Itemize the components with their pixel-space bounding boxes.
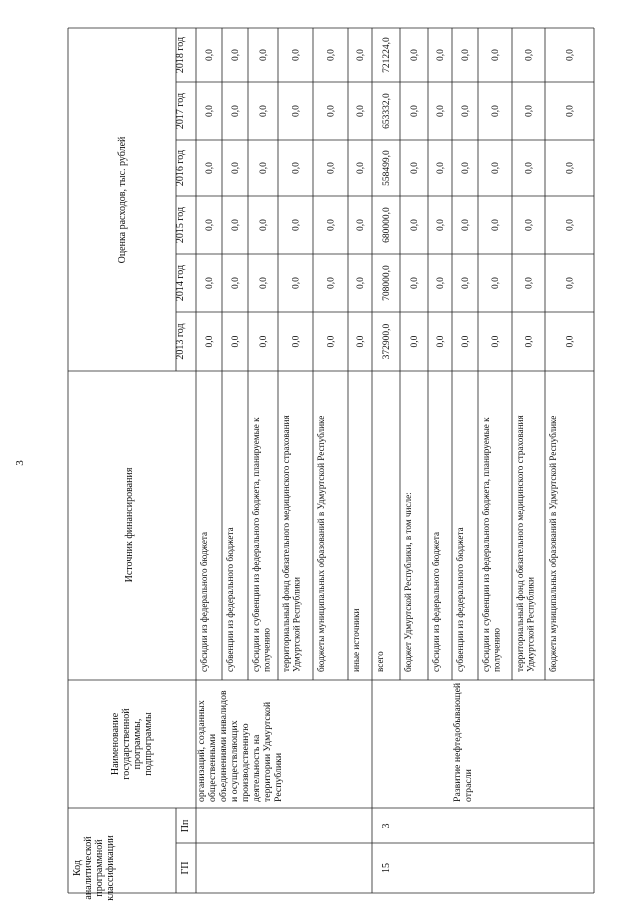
value-cell: 0,0 [565, 335, 576, 348]
value-cell: 0,0 [259, 162, 269, 174]
name-cell: организаций, созданныхобщественнымиобъединениями инвалидови осуществляющихпроизводственнуюдеятельность натерритории УдмуртскойРеспублики [196, 690, 284, 802]
value-cell: 0,0 [565, 105, 576, 117]
value-cell: 0,0 [461, 219, 471, 231]
value-cell: 0,0 [205, 277, 215, 289]
value-cell: 0,0 [491, 49, 501, 61]
source-cell: бюджеты муниципальных образований в Удмуртской Республике [548, 415, 558, 672]
value-cell: 0,0 [461, 162, 471, 174]
source-cell: субвенции из федерального бюджета [455, 527, 465, 672]
value-cell: 0,0 [491, 335, 501, 348]
value-cell: 0,0 [524, 277, 535, 289]
source-cell: субсидии и субвенции из федерального бюджета, планируемые кполучению [481, 417, 502, 672]
value-cell: 0,0 [491, 219, 501, 231]
source-cell: субсидии и субвенции из федерального бюджета, планируемые кполучению [251, 417, 272, 672]
source-cell: территориальный фонд обязательного медицинского страхованияУдмуртской Республики [281, 415, 302, 672]
value-cell: 0,0 [356, 105, 366, 117]
value-cell: 721224,0 [382, 37, 392, 73]
value-cell: 0,0 [356, 277, 366, 289]
value-cell: 0,0 [524, 162, 535, 174]
value-cell: 0,0 [410, 49, 420, 61]
value-cell: 0,0 [326, 105, 337, 117]
header-pp: Пп [180, 819, 191, 833]
value-cell: 0,0 [205, 162, 215, 174]
value-cell: 0,0 [231, 49, 241, 61]
value-cell: 0,0 [326, 162, 337, 174]
value-cell: 0,0 [326, 335, 337, 348]
value-cell: 0,0 [436, 105, 446, 117]
value-cell: 372900,0 [382, 323, 392, 360]
value-cell: 653332,0 [382, 93, 392, 129]
page-number: 3 [14, 460, 26, 466]
value-cell: 0,0 [231, 219, 241, 231]
value-cell: 0,0 [259, 105, 269, 117]
value-cell: 0,0 [524, 335, 535, 348]
value-cell: 0,0 [565, 162, 576, 174]
value-cell: 0,0 [291, 219, 302, 231]
value-cell: 0,0 [461, 277, 471, 289]
value-cell: 0,0 [410, 277, 420, 289]
header-year: 2015 год [175, 206, 186, 244]
value-cell: 0,0 [291, 49, 302, 61]
value-cell: 0,0 [524, 49, 535, 61]
value-cell: 0,0 [436, 162, 446, 174]
value-cell: 0,0 [491, 162, 501, 174]
header-year: 2013 год [175, 323, 186, 360]
value-cell: 0,0 [205, 219, 215, 231]
gp-cell: 15 [381, 863, 392, 873]
value-cell: 0,0 [259, 335, 269, 348]
table-text [72, 37, 576, 901]
value-cell: 0,0 [436, 335, 446, 348]
name-cell: Развитие нефтедобывающейотрасли [452, 682, 474, 802]
value-cell: 0,0 [291, 105, 302, 117]
value-cell: 0,0 [524, 219, 535, 231]
value-cell: 0,0 [524, 105, 535, 117]
header-estimate: Оценка расходов, тыс. рублей [117, 136, 128, 264]
value-cell: 680000,0 [382, 207, 392, 243]
value-cell: 0,0 [461, 105, 471, 117]
value-cell: 0,0 [326, 277, 337, 289]
value-cell: 0,0 [410, 219, 420, 231]
value-cell: 0,0 [410, 335, 420, 348]
value-cell: 0,0 [410, 162, 420, 174]
value-cell: 558499,0 [382, 150, 392, 186]
source-cell: бюджет Удмуртской Республики, в том числе: [403, 492, 413, 672]
header-year: 2014 год [175, 264, 186, 302]
value-cell: 0,0 [231, 105, 241, 117]
header-name: Наименованиегосударственнойпрограммы,подпрограммы [110, 708, 154, 780]
source-cell: бюджеты муниципальных образований в Удмуртской Республике [316, 415, 326, 672]
value-cell: 0,0 [231, 162, 241, 174]
value-cell: 0,0 [326, 219, 337, 231]
value-cell: 0,0 [491, 105, 501, 117]
header-source: Источник финансирования [124, 467, 135, 583]
source-cell: субсидии из федерального бюджета [199, 531, 209, 672]
value-cell: 0,0 [356, 219, 366, 231]
value-cell: 0,0 [356, 162, 366, 174]
value-cell: 0,0 [291, 335, 302, 348]
value-cell: 0,0 [259, 277, 269, 289]
header-year: 2017 год [175, 92, 186, 130]
value-cell: 0,0 [205, 335, 215, 348]
pp-cell: 3 [381, 823, 392, 829]
value-cell: 0,0 [326, 49, 337, 61]
value-cell: 0,0 [410, 105, 420, 117]
source-cell: субвенции из федерального бюджета [225, 527, 235, 672]
value-cell: 0,0 [356, 49, 366, 61]
value-cell: 0,0 [461, 49, 471, 61]
value-cell: 0,0 [565, 49, 576, 61]
source-cell: территориальный фонд обязательного медицинского страхованияУдмуртской Республики [515, 415, 536, 672]
value-cell: 0,0 [259, 219, 269, 231]
header-year: 2018 год [175, 36, 186, 74]
value-cell: 0,0 [356, 335, 366, 348]
source-cell: иные источники [351, 608, 361, 672]
value-cell: 0,0 [565, 219, 576, 231]
value-cell: 0,0 [291, 162, 302, 174]
header-code-group: Коданалитическойпрограммнойклассификации [72, 835, 116, 901]
value-cell: 0,0 [436, 277, 446, 289]
value-cell: 0,0 [205, 105, 215, 117]
source-cell: всего [375, 651, 385, 672]
value-cell: 0,0 [291, 277, 302, 289]
value-cell: 708000,0 [382, 265, 392, 301]
value-cell: 0,0 [461, 335, 471, 348]
value-cell: 0,0 [205, 49, 215, 61]
header-year: 2016 год [175, 149, 186, 187]
value-cell: 0,0 [491, 277, 501, 289]
value-cell: 0,0 [231, 277, 241, 289]
value-cell: 0,0 [436, 219, 446, 231]
source-cell: субсидии из федерального бюджета [431, 531, 441, 672]
value-cell: 0,0 [259, 49, 269, 61]
value-cell: 0,0 [231, 335, 241, 348]
header-gp: ГП [180, 861, 191, 875]
value-cell: 0,0 [565, 277, 576, 289]
value-cell: 0,0 [436, 49, 446, 61]
